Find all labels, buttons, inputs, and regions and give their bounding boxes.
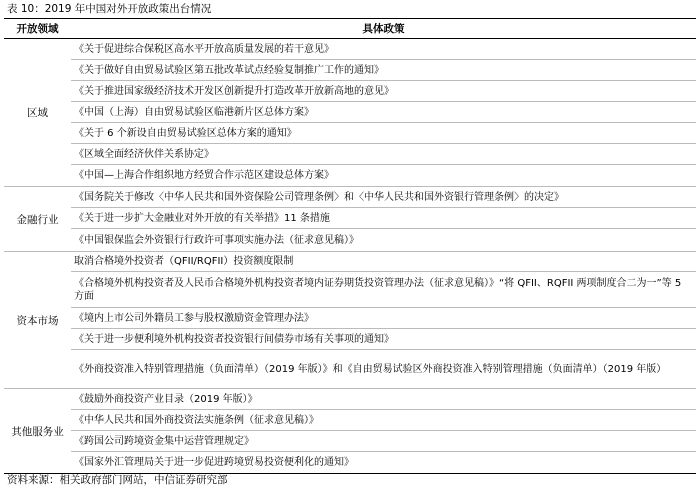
group-other-services <box>4 389 696 473</box>
header-open-area: 开放领域 <box>16 23 59 35</box>
policy-item: 《关于推进国家级经济技术开发区创新提升打造改革开放新高地的意见》 <box>71 81 696 102</box>
policy-table <box>4 18 696 474</box>
policy-item: 《国务院关于修改〈中华人民共和国外资保险公司管理条例〉和〈中华人民共和国外资银行管理条例〉的决定》 <box>71 187 696 208</box>
policy-item: 《合格境外机构投资者及人民币合格境外机构投资者境内证券期货投资管理办法（征求意见稿）》“将 QFII、RQFII 两项制度合二为一”等 5 方面 <box>71 272 696 308</box>
group-name: 资本市场 <box>16 314 59 327</box>
policy-item: 《关于进一步便利境外机构投资者投资银行间债券市场有关事项的通知》 <box>71 329 696 350</box>
policy-item: 《中国—上海合作组织地方经贸合作示范区建设总体方案》 <box>74 170 334 181</box>
table-header <box>4 19 696 39</box>
group-region <box>4 39 696 187</box>
policy-item: 《关于进一步扩大金融业对外开放的有关举措》11 条措施 <box>71 208 696 229</box>
group-finance <box>4 187 696 252</box>
policy-item: 《关于促进综合保税区高水平开放高质量发展的若干意见》 <box>71 39 696 60</box>
source-note: 资料来源：相关政府部门网站，中信证券研究部 <box>7 474 228 486</box>
header-policies: 具体政策 <box>362 23 405 35</box>
policy-item: 《鼓励外商投资产业目录（2019 年版）》 <box>71 389 696 410</box>
table-caption: 表 10：2019 年中国对外开放政策出台情况 <box>7 3 212 15</box>
policy-item: 取消合格境外投资者（QFII/RQFII）投资额度限制 <box>71 252 696 272</box>
policy-item: 《中国银保监会外资银行行政许可事项实施办法（征求意见稿）》 <box>74 234 359 246</box>
group-name: 其他服务业 <box>11 425 64 438</box>
policy-item: 《境内上市公司外籍员工参与股权激励资金管理办法》 <box>71 308 696 329</box>
policy-item: 《关于做好自由贸易试验区第五批改革试点经验复制推广工作的通知》 <box>71 60 696 81</box>
group-name: 区域 <box>27 107 48 119</box>
policy-item: 《中华人民共和国外商投资法实施条例（征求意见稿）》 <box>71 410 696 431</box>
policy-item: 《区域全面经济伙伴关系协定》 <box>71 144 696 165</box>
policy-item: 《关于 6 个新设自由贸易试验区总体方案的通知》 <box>71 123 696 144</box>
policy-item: 《国家外汇管理局关于进一步促进跨境贸易投资便利化的通知》 <box>74 457 354 468</box>
group-name: 金融行业 <box>16 213 59 226</box>
policy-item: 《跨国公司跨境资金集中运营管理规定》 <box>71 431 696 452</box>
policy-item: 《外商投资准入特别管理措施（负面清单）（2019 年版）》和《自由贸易试验区外商投资准入特别管理措施（负面清单）（2019 年版） <box>74 363 667 375</box>
group-capital-market <box>4 252 696 389</box>
policy-item: 《中国（上海）自由贸易试验区临港新片区总体方案》 <box>71 102 696 123</box>
